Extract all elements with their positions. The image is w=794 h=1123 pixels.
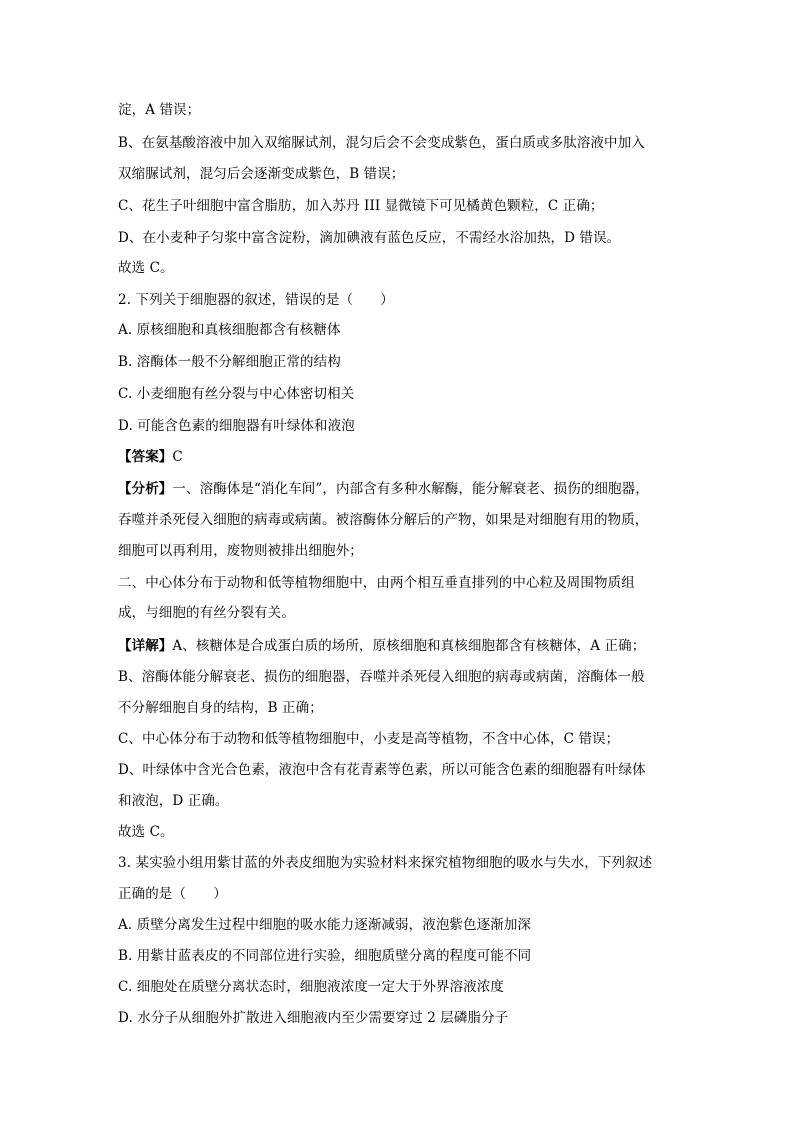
question-2-option-a: A. 原核细胞和真核细胞都含有核糖体 — [118, 322, 341, 338]
text-line: 故选 C。 — [118, 260, 174, 276]
question-3-stem: 3. 某实验小组用紫甘蓝的外表皮细胞为实验材料来探究植物细胞的吸水与失水，下列叙述 — [118, 855, 653, 871]
text-line: C、中心体分布于动物和低等植物细胞中，小麦是高等植物，不含中心体，C 错误； — [118, 731, 620, 747]
text-line: 不分解细胞自身的结构，B 正确； — [118, 700, 323, 716]
question-3-option-c: C. 细胞处在质壁分离状态时，细胞液浓度一定大于外界溶液浓度 — [118, 979, 504, 995]
detail-tag: 【详解】 — [118, 638, 173, 654]
answer-text: C — [172, 449, 183, 465]
text-line: 双缩脲试剂，混匀后会逐渐变成紫色，B 错误； — [118, 166, 405, 182]
text-line: 吞噬并杀死侵入细胞的病毒或病菌。被溶酶体分解后的产物，如果是对细胞有用的物质， — [118, 512, 649, 528]
text-line: D、在小麦种子匀浆中富含淀粉，滴加碘液有蓝色反应，不需经水浴加热，D 错误。 — [118, 230, 621, 246]
detail-line — [118, 636, 678, 656]
text-line: 和液泡，D 正确。 — [118, 793, 229, 809]
analysis-text: 一、溶酶体是“消化车间”，内部含有多种水解酶，能分解衰老、损伤的细胞器， — [172, 481, 649, 497]
answer-tag: 【答案】 — [118, 449, 173, 465]
analysis-tag: 【分析】 — [118, 481, 173, 497]
text-line: B、在氨基酸溶液中加入双缩脲试剂，混匀后会不会变成紫色，蛋白质或多肽溶液中加入 — [118, 135, 645, 151]
text-line: 淀，A 错误； — [118, 102, 201, 118]
text-line: 成，与细胞的有丝分裂有关。 — [118, 605, 295, 621]
analysis-line — [118, 479, 678, 499]
question-3-stem-cont: 正确的是（ ） — [118, 886, 227, 902]
text-line: B、溶酶体能分解衰老、损伤的细胞器，吞噬并杀死侵入细胞的病毒或病菌，溶酶体一般 — [118, 669, 645, 685]
text-line: 细胞可以再利用，废物则被排出细胞外； — [118, 543, 363, 559]
question-3-option-a: A. 质壁分离发生过程中细胞的吸水能力逐渐减弱，液泡紫色逐渐加深 — [118, 917, 532, 933]
question-2-option-c: C. 小麦细胞有丝分裂与中心体密切相关 — [118, 386, 355, 402]
question-2-option-b: B. 溶酶体一般不分解细胞正常的结构 — [118, 354, 341, 370]
text-line: C、花生子叶细胞中富含脂肪，加入苏丹 III 显微镜下可见橘黄色颗粒，C 正确； — [118, 198, 604, 214]
text-line: 故选 C。 — [118, 824, 174, 840]
answer-line — [118, 447, 678, 467]
text-line: 二、中心体分布于动物和低等植物细胞中，由两个相互垂直排列的中心粒及周围物质组 — [118, 575, 635, 591]
question-3-option-b: B. 用紫甘蓝表皮的不同部位进行实验，细胞质壁分离的程度可能不同 — [118, 948, 532, 964]
text-line: D、叶绿体中含光合色素，液泡中含有花青素等色素，所以可能含色素的细胞器有叶绿体 — [118, 762, 646, 778]
question-3-option-d: D. 水分子从细胞外扩散进入细胞液内至少需要穿过 2 层磷脂分子 — [118, 1010, 509, 1026]
question-2-stem: 2. 下列关于细胞器的叙述，错误的是（ ） — [118, 292, 394, 308]
detail-text: A、核糖体是合成蛋白质的场所，原核细胞和真核细胞都含有核糖体，A 正确； — [172, 638, 646, 654]
question-2-option-d: D. 可能含色素的细胞器有叶绿体和液泡 — [118, 418, 355, 434]
